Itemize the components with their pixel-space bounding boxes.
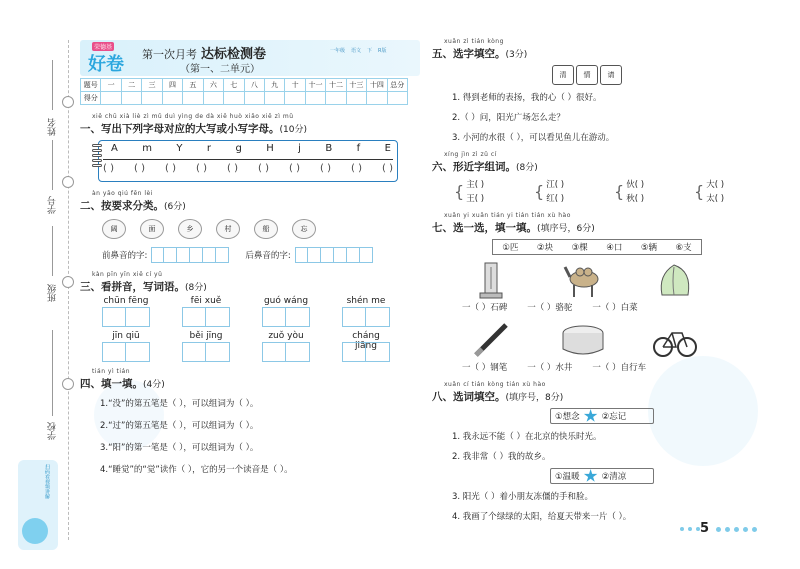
fill-line[interactable]: 3.“阳”的第一笔是（ ），可以组词为（ ）。 [100,443,259,453]
pinyin-item: chūn fēng [102,296,182,327]
similar-char-grid [452,178,742,210]
question-7 [432,212,772,373]
q7-pinyin: xuǎn yi xuǎn tián yi tián tián xù hào [444,212,571,219]
front-nasal-label: 前鼻音的字: [102,251,148,261]
word-choice-box-1: ①想念 ②忘记 [550,408,654,424]
q1-title: 一、写出下列字母对应的大写或小写字母。(10分) [80,123,307,135]
question-4 [80,368,420,475]
pinyin-item: shén me [342,296,422,327]
pinyin-item: guó wáng [262,296,342,327]
char-bubble: 阔 [102,219,126,239]
school-label: 学校 [48,422,58,440]
well-icon [560,321,606,359]
seat-line [52,140,53,190]
name-label: 姓名 [48,118,58,136]
answer-blank-row[interactable]: ( ) ( ) ( ) ( ) ( ) ( ) ( ) ( ) ( ) ( ) [103,163,393,174]
question-5 [432,38,772,143]
q8-title: 八、选词填空。(填序号，8分) [432,391,564,403]
binding-margin [0,0,75,569]
writing-boxes[interactable] [262,307,342,327]
q5-pinyin: xuǎn zì tián kòng [444,38,504,45]
cut-line [68,40,69,540]
char-pair: { 江( ) 红( ) [534,180,565,204]
char-bubble: 村 [216,219,240,239]
class-label: 班级 [48,284,58,302]
char-pair: { 主( ) 王( ) [454,180,485,204]
picture-row-1 [468,261,772,299]
question-6 [432,151,772,210]
paper-subtitle: （第一、二单元） [180,64,260,75]
writing-boxes[interactable] [182,307,262,327]
page-number: 5 [700,521,710,536]
pen-icon [468,321,514,359]
sign-char: 请 [600,65,622,85]
fill-line[interactable]: 3. 阳光（ ）着小朋友冻僵的手和脸。 [452,492,594,502]
q2-title: 二、按要求分类。(6分) [80,200,186,212]
school-line [52,330,53,416]
char-bubble: 船 [254,219,278,239]
pinyin-item: běi jīng [182,331,262,362]
pinyin-item: cháng jiāng [342,331,422,362]
question-2 [80,190,420,263]
writing-boxes[interactable] [182,342,262,362]
writing-boxes[interactable] [102,307,182,327]
pinyin-item: fēi xuě [182,296,262,327]
binding-hole [62,276,74,288]
mascot-icon [22,518,48,544]
char-bubble: 忘 [292,219,316,239]
letter-row: A m Y r g H j B f E [111,143,391,154]
back-nasal-boxes[interactable] [295,247,373,263]
spiral-binding-icon [92,144,102,169]
name-line [52,60,53,110]
writing-boxes[interactable] [262,342,342,362]
writing-boxes[interactable] [342,342,422,362]
seat-label: 学号 [48,196,58,214]
class-line [52,226,53,276]
ad-text: 扫码看视频讲解 [44,464,50,499]
char-options [102,219,420,239]
binding-hole [62,378,74,390]
brand-name: 荣德基 [94,44,113,51]
star-icon [584,409,598,423]
fill-line[interactable]: 4. 我画了个绿绿的太阳，给夏天带来一片（ ）。 [452,512,632,522]
char-pair: { 大( ) 太( ) [694,180,725,204]
pinyin-writing-grid [102,296,422,366]
left-column [80,40,420,475]
char-pair: { 伙( ) 秋( ) [614,180,645,204]
paper-info: 一年级 语文 下 R版 [330,48,387,54]
q4-title: 四、填一填。(4分) [80,378,165,390]
paper-header [80,40,420,76]
q6-title: 六、形近字组词。(8分) [432,161,538,173]
decorative-dots [680,527,700,531]
binding-hole [62,96,74,108]
question-8 [432,381,772,522]
q3-title: 三、看拼音，写词语。(8分) [80,281,207,293]
fill-line[interactable]: 2.（ ）问，阳光广场怎么走？ [452,113,565,123]
char-sign-board [552,65,772,85]
sign-char: 清 [552,65,574,85]
right-column [432,38,772,522]
brand-logo [84,42,130,74]
cabbage-icon [652,261,698,299]
q4-pinyin: tián yì tián [92,368,131,375]
logo-text: 好卷 [88,54,124,75]
char-bubble: 面 [140,219,164,239]
bicycle-icon [652,321,698,359]
caption-row-2: 一（ ）钢笔 一（ ）水井 一（ ）自行车 [462,363,647,373]
writing-boxes[interactable] [102,342,182,362]
q5-title: 五、选字填空。(3分) [432,48,528,60]
qr-ad-box [18,460,58,550]
question-1 [80,113,420,182]
fill-line[interactable]: 3. 小河的水很（ ），可以看见鱼儿在游动。 [452,133,615,143]
q7-title: 七、选一选，填一填。(填序号，6分) [432,222,595,234]
decorative-dots [716,527,757,532]
back-nasal-label: 后鼻音的字: [245,251,291,261]
q8-pinyin: xuǎn cí tián kòng tián xù hào [444,381,546,388]
question-3 [80,271,420,366]
classify-row [102,247,420,263]
q3-pinyin: kàn pīn yīn xiě cí yǔ [92,271,163,278]
binding-hole [62,176,74,188]
score-table [80,78,408,105]
char-bubble: 乡 [178,219,202,239]
front-nasal-boxes[interactable] [151,247,229,263]
writing-boxes[interactable] [342,307,422,327]
camel-icon [560,261,606,299]
letter-notebook [98,140,398,182]
pinyin-item: jīn qiū [102,331,182,362]
fill-line[interactable]: 1. 我永远不能（ ）在北京的快乐时光。 [452,432,602,442]
star-icon [584,469,598,483]
fill-line[interactable]: 2. 我非常（ ）我的故乡。 [452,452,551,462]
paper-title: 第一次月考 达标检测卷 [142,47,267,62]
sign-char: 情 [576,65,598,85]
word-choice-box-2: ①温暖 ②清凉 [550,468,654,484]
fill-line[interactable]: 4.“睡觉”的“觉”读作（ ），它的另一个读音是（ ）。 [100,465,293,475]
score-value-row: 得分 [81,92,408,105]
stone-tablet-icon [468,261,514,299]
fill-line[interactable]: 1. 得到老师的表扬，我的心（ ）很好。 [452,93,602,103]
caption-row-1: 一（ ）石碑 一（ ）骆驼 一（ ）白菜 [462,303,638,313]
picture-row-2 [468,321,772,359]
pinyin-item: zuǒ yòu [262,331,342,362]
q2-pinyin: àn yāo qiú fēn lèi [92,190,153,197]
score-header-row: 题号 一 二 三 四 五 六 七 八 九 十 十一 十二 十三 十四 总分 [81,79,408,92]
q6-pinyin: xíng jìn zì zǔ cí [444,151,497,158]
fill-line[interactable]: 1.“没”的第五笔是（ ），可以组词为（ ）。 [100,399,259,409]
q1-pinyin: xiě chū xià liè zì mǔ duì yìng de dà xiě huò xiǎo xiě zì mǔ [92,113,294,120]
fill-line[interactable]: 2.“过”的第五笔是（ ），可以组词为（ ）。 [100,421,259,431]
measure-word-options: ①匹 ②块 ③棵 ④口 ⑤辆 ⑥支 [492,239,702,255]
